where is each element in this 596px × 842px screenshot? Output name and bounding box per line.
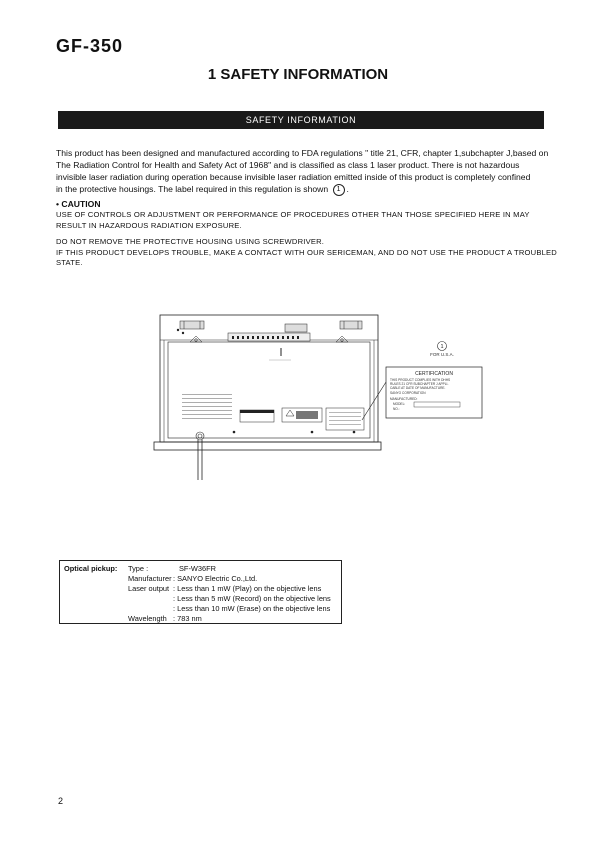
label-line: CABLE AT DATE OF MANUFACTURE. xyxy=(390,386,446,390)
section-title: 1 SAFETY INFORMATION xyxy=(207,66,389,83)
caution-line: STATE. xyxy=(56,258,83,267)
label-line: RULES 21 CFR SUBCHAPTER J APPLI- xyxy=(390,382,449,386)
circled-marker-number: 1 xyxy=(440,344,444,350)
spec-manufacturer-label: Manufacturer xyxy=(128,574,172,583)
device-base xyxy=(154,442,381,450)
optical-pickup-spec-box xyxy=(59,560,342,624)
spec-heading: Optical pickup: xyxy=(64,564,118,573)
intro-line: invisible laser radiation during operation because invisible laser radiation emitted inside of this product is completely confined xyxy=(56,172,531,182)
section-bar xyxy=(58,111,544,129)
spec-laser-label: Laser output xyxy=(128,584,170,593)
caution-heading: • CAUTION xyxy=(56,199,101,209)
cord-bushing xyxy=(196,432,204,440)
device-rear-diagram xyxy=(150,312,540,482)
caution-line: DO NOT REMOVE THE PROTECTIVE HOUSING USING SCREWDRIVER. xyxy=(56,237,325,246)
page-number: 2 xyxy=(58,796,64,806)
spec-wavelength-value: : 783 nm xyxy=(173,614,202,623)
intro-line-text: in the protective housings. The label required in this regulation is shown xyxy=(56,184,329,194)
spec-type-value: SF-W36FR xyxy=(179,564,216,573)
label-line: MODEL: xyxy=(393,402,406,406)
section-bar-label: SAFETY INFORMATION xyxy=(245,115,357,125)
label-line: THIS PRODUCT COMPLIES WITH DHHS xyxy=(390,378,451,382)
rear-panel xyxy=(168,342,370,438)
spec-laser-value: : Less than 1 mW (Play) on the objective lens xyxy=(173,584,322,593)
caution-line: RESULT IN HAZARDOUS RADIATION EXPOSURE. xyxy=(56,220,242,230)
label-line: SANYO CORPORATION xyxy=(390,391,426,395)
caution-line: IF THIS PRODUCT DEVELOPS TROUBLE, MAKE A CONTACT WITH OUR SERICEMAN, AND DO NOT USE THE PRODUCT A TROUBLED xyxy=(56,247,557,257)
spec-manufacturer-value: : SANYO Electric Co.,Ltd. xyxy=(173,574,258,583)
intro-line xyxy=(56,183,546,196)
spec-laser-value: : Less than 5 mW (Record) on the objective lens xyxy=(173,594,331,603)
caution-line: USE OF CONTROLS OR ADJUSTMENT OR PERFORMANCE OF PROCEDURES OTHER THAN THOSE SPECIFIED HERE IN MAY xyxy=(56,210,530,219)
spec-laser-value: : Less than 10 mW (Erase) on the objective lens xyxy=(173,604,331,613)
intro-line: The Radiation Control for Health and Safety Act of 1968" and is classified as class 1 laser product. There is not hazardous xyxy=(56,160,520,170)
model-name: GF-350 xyxy=(56,36,124,56)
spec-type-label: Type : xyxy=(128,564,149,573)
intro-line-end: . xyxy=(346,184,349,194)
circled-reference: 1 xyxy=(333,184,345,196)
label-line: NO.: xyxy=(393,407,400,411)
caution-text-1 xyxy=(56,210,546,231)
caution-text-2 xyxy=(56,237,557,269)
label-line: MANUFACTURED: xyxy=(390,397,418,401)
certification-label-small xyxy=(326,408,364,430)
spec-wavelength-label: Wavelength xyxy=(128,614,167,623)
intro-paragraph xyxy=(56,147,549,196)
hinge-icon xyxy=(180,321,362,332)
marker-caption: FOR U.S.A. xyxy=(430,352,454,357)
intro-line: This product has been designed and manufactured according to FDA regulations " title 21, CFR, chapter 1,subchapter J,based on xyxy=(56,148,549,158)
label-title: CERTIFICATION xyxy=(415,371,453,377)
